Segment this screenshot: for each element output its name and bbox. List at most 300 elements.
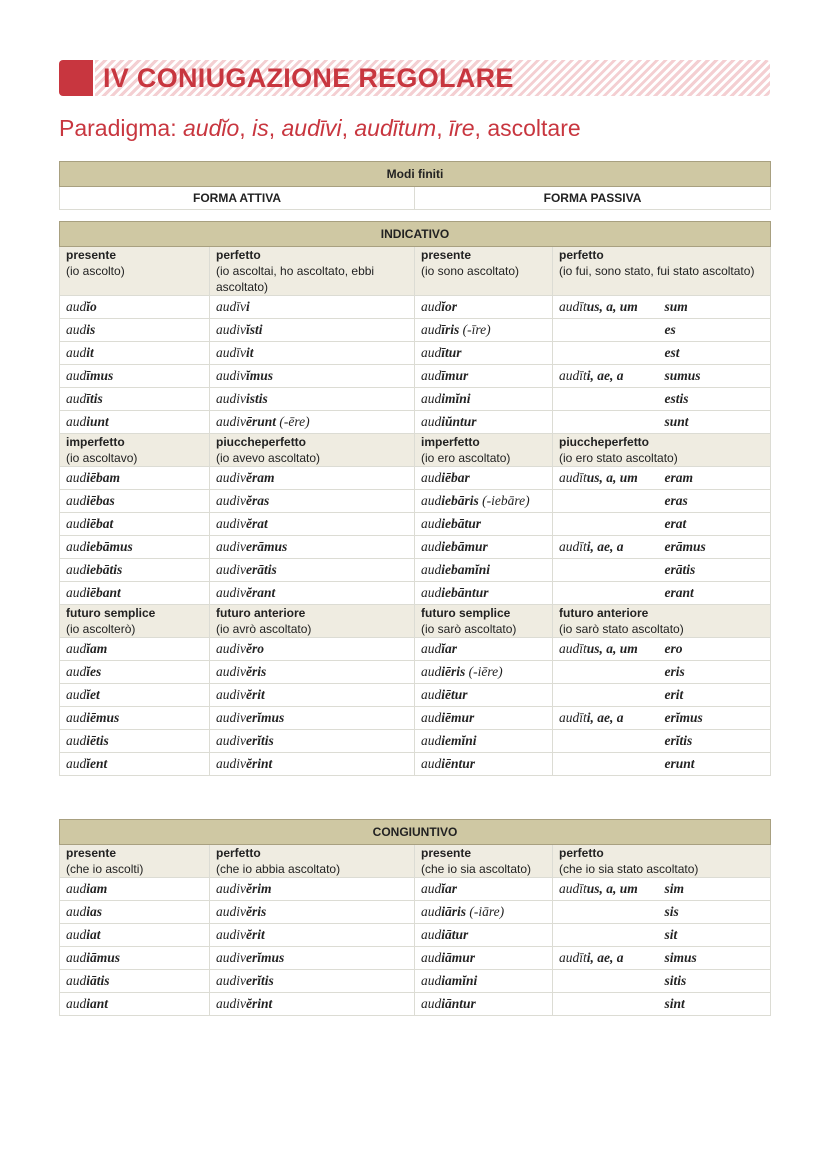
participle-ending: us, a, um — [586, 299, 638, 314]
participle-cell — [553, 878, 659, 901]
verb-ending: iāris — [441, 904, 467, 919]
conj-cell — [415, 559, 553, 582]
conj-cell — [60, 707, 210, 730]
verb-ending: ĭmus — [246, 368, 274, 383]
conj-cell — [415, 707, 553, 730]
table-row — [60, 947, 771, 970]
auxiliary-cell — [659, 707, 771, 730]
verb-stem: aud — [66, 881, 87, 896]
conj-cell — [210, 753, 415, 776]
verb-stem: audiv — [216, 973, 246, 988]
verb-ending: ĕrit — [246, 687, 265, 702]
participle-cell — [553, 490, 659, 513]
verb-variant: (-iebāre) — [478, 493, 530, 508]
verb-ending: ĭent — [86, 756, 108, 771]
conj-cell — [415, 730, 553, 753]
verb-stem: aud — [421, 562, 442, 577]
conj-cell — [60, 684, 210, 707]
table-row — [60, 707, 771, 730]
conj-cell — [415, 536, 553, 559]
verb-ending: iemĭni — [441, 733, 477, 748]
conj-cell — [210, 924, 415, 947]
tense-header — [415, 247, 553, 296]
verb-stem: audiv — [216, 664, 246, 679]
verb-stem: aud — [421, 733, 442, 748]
verb-stem: aud — [421, 710, 442, 725]
verb-stem: audiv — [216, 756, 246, 771]
banner-tab — [59, 60, 93, 96]
verb-stem: aud — [66, 562, 87, 577]
conj-cell — [210, 878, 415, 901]
tense-name: piuccheperfetto — [559, 435, 650, 449]
conj-cell — [60, 878, 210, 901]
verb-ending: iamĭni — [441, 973, 478, 988]
tense-gloss: (io avevo ascoltato) — [216, 451, 321, 465]
tense-name: futuro anteriore — [216, 606, 306, 620]
verb-ending: ĕris — [246, 904, 267, 919]
verb-stem: aud — [421, 322, 442, 337]
tense-name: futuro anteriore — [559, 606, 649, 620]
conj-cell — [60, 536, 210, 559]
participle-cell — [553, 342, 659, 365]
tense-name: perfetto — [559, 248, 604, 262]
auxiliary-form: erĭtis — [664, 733, 693, 748]
verb-stem: audiv — [216, 904, 246, 919]
conj-cell — [415, 638, 553, 661]
auxiliary-cell — [659, 319, 771, 342]
participle-cell — [553, 388, 659, 411]
verb-ending: iēmus — [86, 710, 120, 725]
paradigm-form: īre — [448, 115, 475, 141]
tense-name: perfetto — [559, 846, 604, 860]
participle-cell — [553, 582, 659, 605]
conj-cell — [60, 559, 210, 582]
verb-ending: ītis — [86, 391, 103, 406]
verb-ending: ĕris — [246, 664, 267, 679]
verb-stem: aud — [421, 950, 442, 965]
table-row — [60, 388, 771, 411]
verb-stem: audiv — [216, 493, 246, 508]
verb-stem: aud — [66, 516, 87, 531]
conj-cell — [210, 638, 415, 661]
tense-gloss: (io sarò ascoltato) — [421, 622, 517, 636]
participle-stem: audīt — [559, 470, 587, 485]
tense-name: perfetto — [216, 846, 261, 860]
auxiliary-form: sis — [664, 904, 679, 919]
verb-ending: iebamĭni — [441, 562, 491, 577]
verb-stem: audiv — [216, 710, 246, 725]
tense-header — [60, 845, 210, 878]
verb-stem: aud — [66, 664, 87, 679]
tense-gloss: (io avrò ascoltato) — [216, 622, 312, 636]
forma-attiva-header: FORMA ATTIVA — [60, 187, 415, 210]
tense-header — [60, 247, 210, 296]
conj-cell — [210, 319, 415, 342]
verb-ending: ĕrant — [246, 585, 276, 600]
participle-cell — [553, 661, 659, 684]
verb-ending: iēbar — [441, 470, 470, 485]
verb-ending: imĭni — [441, 391, 471, 406]
tense-header — [60, 434, 210, 467]
tense-header — [553, 247, 771, 296]
verb-ending: iēbant — [86, 585, 121, 600]
tense-header — [210, 247, 415, 296]
conj-cell — [210, 730, 415, 753]
verb-ending: iebātis — [86, 562, 123, 577]
participle-cell — [553, 753, 659, 776]
auxiliary-cell — [659, 490, 771, 513]
participle-cell — [553, 536, 659, 559]
auxiliary-cell — [659, 753, 771, 776]
auxiliary-form: erātis — [664, 562, 696, 577]
verb-stem: aud — [66, 927, 87, 942]
verb-stem: aud — [66, 470, 87, 485]
conj-cell — [60, 319, 210, 342]
table-row — [60, 753, 771, 776]
auxiliary-form: estis — [664, 391, 689, 406]
verb-stem: aud — [66, 973, 87, 988]
auxiliary-form: erāmus — [664, 539, 706, 554]
indicativo-table — [59, 221, 771, 776]
verb-stem: aud — [421, 368, 442, 383]
verb-stem: aud — [421, 391, 442, 406]
tense-name: imperfetto — [66, 435, 125, 449]
participle-cell — [553, 559, 659, 582]
table-row — [60, 319, 771, 342]
verb-stem: audiv — [216, 470, 246, 485]
auxiliary-cell — [659, 730, 771, 753]
participle-cell — [553, 319, 659, 342]
conj-cell — [210, 365, 415, 388]
verb-stem: aud — [421, 470, 442, 485]
conj-cell — [415, 947, 553, 970]
verb-ending: ĭam — [86, 641, 108, 656]
verb-ending: erĭmus — [246, 710, 285, 725]
verb-ending: iāmus — [86, 950, 121, 965]
conj-cell — [210, 661, 415, 684]
auxiliary-cell — [659, 901, 771, 924]
conj-cell — [60, 365, 210, 388]
auxiliary-cell — [659, 513, 771, 536]
tense-header-row — [60, 434, 771, 467]
tense-header-row — [60, 605, 771, 638]
table-row — [60, 536, 771, 559]
verb-stem: aud — [421, 664, 442, 679]
table-row — [60, 296, 771, 319]
table-row — [60, 638, 771, 661]
conj-cell — [210, 296, 415, 319]
verb-stem: aud — [421, 996, 442, 1011]
auxiliary-cell — [659, 296, 771, 319]
tense-header — [415, 434, 553, 467]
modi-finiti-title: Modi finiti — [60, 162, 771, 187]
tense-name: presente — [421, 248, 472, 262]
conj-cell — [210, 684, 415, 707]
verb-ending: iāntur — [441, 996, 476, 1011]
verb-stem: aud — [66, 539, 87, 554]
verb-ending: iebāmus — [86, 539, 133, 554]
auxiliary-form: erant — [664, 585, 694, 600]
table-row — [60, 730, 771, 753]
verb-stem: aud — [66, 996, 87, 1011]
verb-ending: īmus — [86, 368, 114, 383]
tense-gloss: (io ero ascoltato) — [421, 451, 511, 465]
verb-ending: iēbat — [86, 516, 114, 531]
verb-stem: aud — [421, 881, 442, 896]
tense-gloss: (che io ascolti) — [66, 862, 144, 876]
tense-header — [415, 605, 553, 638]
conj-cell — [210, 467, 415, 490]
conj-cell — [60, 296, 210, 319]
conj-cell — [415, 411, 553, 434]
tense-header — [60, 605, 210, 638]
participle-cell — [553, 684, 659, 707]
tense-gloss: (che io abbia ascoltato) — [216, 862, 341, 876]
auxiliary-cell — [659, 467, 771, 490]
conj-cell — [60, 467, 210, 490]
conj-cell — [60, 411, 210, 434]
table-row — [60, 559, 771, 582]
tense-header — [553, 845, 771, 878]
participle-ending: us, a, um — [586, 641, 638, 656]
verb-stem: aud — [66, 493, 87, 508]
verb-stem: aud — [421, 904, 442, 919]
auxiliary-cell — [659, 638, 771, 661]
verb-ending: is — [86, 322, 96, 337]
table-row — [60, 970, 771, 993]
verb-stem: aud — [66, 414, 87, 429]
tense-header — [210, 845, 415, 878]
auxiliary-form: erat — [664, 516, 687, 531]
conj-cell — [60, 947, 210, 970]
verb-ending: iant — [86, 996, 109, 1011]
auxiliary-form: eris — [664, 664, 685, 679]
verb-stem: aud — [421, 539, 442, 554]
conj-cell — [415, 993, 553, 1016]
tense-header-row — [60, 247, 771, 296]
verb-stem: audiv — [216, 585, 246, 600]
congiuntivo-table — [59, 819, 771, 1016]
conj-cell — [60, 753, 210, 776]
conj-cell — [60, 661, 210, 684]
table-row — [60, 411, 771, 434]
auxiliary-cell — [659, 970, 771, 993]
conj-cell — [415, 365, 553, 388]
paradigm-form: audĭo — [183, 115, 240, 141]
modi-finiti-table — [59, 161, 771, 210]
conj-cell — [210, 707, 415, 730]
participle-cell — [553, 901, 659, 924]
conj-cell — [415, 296, 553, 319]
tense-header — [553, 434, 771, 467]
verb-stem: audīv — [216, 345, 246, 360]
verb-ending: iebātur — [441, 516, 482, 531]
conj-cell — [60, 970, 210, 993]
conj-cell — [210, 582, 415, 605]
auxiliary-form: sint — [664, 996, 685, 1011]
verb-variant: (-iēre) — [465, 664, 503, 679]
verb-stem: aud — [66, 733, 87, 748]
tense-gloss: (io ascolto) — [66, 264, 125, 278]
verb-ending: iŭntur — [441, 414, 477, 429]
auxiliary-cell — [659, 365, 771, 388]
auxiliary-form: est — [664, 345, 680, 360]
verb-stem: aud — [421, 299, 442, 314]
conj-cell — [415, 319, 553, 342]
auxiliary-form: sit — [664, 927, 678, 942]
verb-ending: iēmur — [441, 710, 475, 725]
verb-stem: audiv — [216, 368, 246, 383]
verb-ending: ĕras — [246, 493, 270, 508]
conj-cell — [60, 582, 210, 605]
tense-name: imperfetto — [421, 435, 480, 449]
conj-cell — [210, 993, 415, 1016]
verb-stem: aud — [66, 299, 87, 314]
auxiliary-cell — [659, 924, 771, 947]
verb-stem: aud — [421, 516, 442, 531]
verb-ending: iētis — [86, 733, 109, 748]
verb-stem: aud — [66, 710, 87, 725]
verb-stem: audiv — [216, 562, 246, 577]
conj-cell — [415, 582, 553, 605]
verb-stem: audiv — [216, 414, 246, 429]
verb-stem: aud — [421, 493, 442, 508]
verb-stem: aud — [66, 345, 87, 360]
conj-cell — [60, 924, 210, 947]
verb-ending: ĭar — [441, 881, 458, 896]
table-row — [60, 342, 771, 365]
verb-stem: aud — [66, 641, 87, 656]
verb-ending: iat — [86, 927, 101, 942]
verb-stem: aud — [421, 687, 442, 702]
verb-ending: ĕram — [246, 470, 275, 485]
forma-passiva-header: FORMA PASSIVA — [415, 187, 771, 210]
verb-ending: it — [86, 345, 94, 360]
conj-cell — [415, 684, 553, 707]
participle-stem: audīt — [559, 368, 587, 383]
tense-gloss: (che io sia ascoltato) — [421, 862, 532, 876]
paradigm-form: audītum — [354, 115, 437, 141]
verb-stem: aud — [421, 641, 442, 656]
tense-header — [210, 605, 415, 638]
participle-cell — [553, 638, 659, 661]
tense-name: presente — [66, 248, 117, 262]
conj-cell — [415, 467, 553, 490]
verb-stem: aud — [421, 973, 442, 988]
participle-stem: audīt — [559, 539, 587, 554]
conj-cell — [415, 388, 553, 411]
participle-cell — [553, 365, 659, 388]
conj-cell — [415, 878, 553, 901]
table-row — [60, 878, 771, 901]
tense-gloss: (io ascoltai, ho ascoltato, ebbi ascoltato) — [216, 264, 375, 294]
conj-cell — [60, 730, 210, 753]
participle-ending: i, ae, a — [586, 950, 624, 965]
table-row — [60, 513, 771, 536]
tense-name: presente — [421, 846, 472, 860]
participle-cell — [553, 993, 659, 1016]
conj-cell — [60, 901, 210, 924]
conj-cell — [210, 947, 415, 970]
conj-cell — [210, 513, 415, 536]
conj-cell — [210, 901, 415, 924]
auxiliary-cell — [659, 559, 771, 582]
verb-ending: ĕrint — [246, 756, 273, 771]
auxiliary-form: sim — [664, 881, 685, 896]
verb-ending: iebāmur — [441, 539, 488, 554]
tense-gloss: (che io sia stato ascoltato) — [559, 862, 699, 876]
auxiliary-form: eram — [664, 470, 693, 485]
verb-ending: istis — [246, 391, 268, 406]
tense-header-row — [60, 845, 771, 878]
conj-cell — [210, 536, 415, 559]
verb-ending: iam — [86, 881, 108, 896]
verb-ending: i — [246, 299, 250, 314]
verb-ending: ĭar — [441, 641, 458, 656]
verb-stem: aud — [421, 585, 442, 600]
participle-cell — [553, 296, 659, 319]
verb-ending: ĕro — [246, 641, 264, 656]
verb-ending: erātis — [246, 562, 277, 577]
conj-cell — [415, 901, 553, 924]
participle-ending: i, ae, a — [586, 539, 624, 554]
tense-name: perfetto — [216, 248, 261, 262]
verb-ending: erĭtis — [246, 973, 274, 988]
verb-ending: iāmur — [441, 950, 476, 965]
verb-ending: ītur — [441, 345, 462, 360]
verb-ending: erĭtis — [246, 733, 274, 748]
auxiliary-form: erit — [664, 687, 684, 702]
table-row — [60, 924, 771, 947]
auxiliary-cell — [659, 411, 771, 434]
tense-gloss: (io sarò stato ascoltato) — [559, 622, 684, 636]
verb-variant: (-ēre) — [276, 414, 310, 429]
participle-cell — [553, 947, 659, 970]
tense-gloss: (io ascoltavo) — [66, 451, 138, 465]
tense-header — [210, 434, 415, 467]
tense-gloss: (io fui, sono stato, fui stato ascoltato) — [559, 264, 755, 278]
participle-cell — [553, 513, 659, 536]
tense-name: futuro semplice — [421, 606, 511, 620]
participle-stem: audīt — [559, 881, 587, 896]
paradigm-line: Paradigma: audĭo, is, audīvi, audītum, īre, ascoltare — [59, 115, 581, 141]
auxiliary-cell — [659, 661, 771, 684]
participle-stem: audīt — [559, 641, 587, 656]
verb-stem: aud — [66, 391, 87, 406]
conj-cell — [60, 513, 210, 536]
auxiliary-form: ero — [664, 641, 683, 656]
conj-cell — [60, 993, 210, 1016]
participle-cell — [553, 924, 659, 947]
table-row — [60, 490, 771, 513]
conj-cell — [210, 490, 415, 513]
verb-stem: audīv — [216, 299, 246, 314]
conj-cell — [210, 559, 415, 582]
verb-stem: audiv — [216, 641, 246, 656]
auxiliary-form: sunt — [664, 414, 689, 429]
verb-ending: ĭo — [86, 299, 97, 314]
verb-ending: iebāntur — [441, 585, 489, 600]
conj-cell — [60, 638, 210, 661]
auxiliary-cell — [659, 947, 771, 970]
participle-cell — [553, 411, 659, 434]
verb-stem: aud — [66, 368, 87, 383]
mood-title: CONGIUNTIVO — [60, 820, 771, 845]
mood-title: INDICATIVO — [60, 222, 771, 247]
verb-ending: iātis — [86, 973, 110, 988]
auxiliary-cell — [659, 684, 771, 707]
conj-cell — [60, 388, 210, 411]
